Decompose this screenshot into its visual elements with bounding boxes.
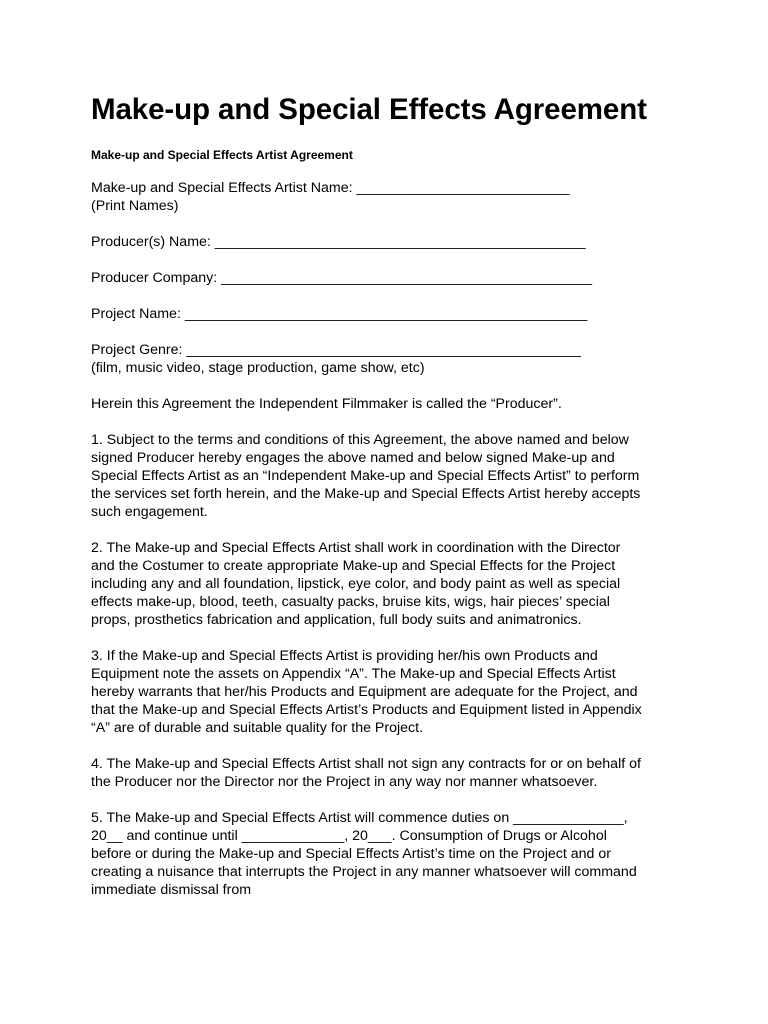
paragraph-line: before or during the Make-up and Special Effects Artist’s time on the Project and or bbox=[91, 846, 611, 862]
paragraph-line: hereby warrants that her/his Products and Equipment are adequate for the Project, and bbox=[91, 684, 638, 700]
paragraph-line: the Producer nor the Director nor the Project in any way nor manner whatsoever. bbox=[91, 774, 598, 790]
paragraph-clause-2 bbox=[91, 539, 691, 629]
field-hint: (Print Names) bbox=[91, 198, 179, 214]
paragraph-line: the services set forth herein, and the Make-up and Special Effects Artist hereby accepts bbox=[91, 486, 641, 502]
paragraph-line: 3. If the Make-up and Special Effects Artist is providing her/his own Products and bbox=[91, 648, 598, 664]
field-producer-name bbox=[91, 233, 691, 251]
paragraph-line: 20__ and continue until _____________, 20___. Consumption of Drugs or Alcohol bbox=[91, 828, 607, 844]
document-title: Make-up and Special Effects Agreement bbox=[91, 93, 647, 126]
paragraph-line: Special Effects Artist as an “Independent Make-up and Special Effects Artist” to perform bbox=[91, 468, 640, 484]
paragraph-line: creating a nuisance that interrupts the Project in any manner whatsoever will command bbox=[91, 864, 637, 880]
field-hint: (film, music video, stage production, game show, etc) bbox=[91, 360, 425, 376]
paragraph-line: and the Costumer to create appropriate Make-up and Special Effects for the Project bbox=[91, 558, 616, 574]
paragraph-clause-5 bbox=[91, 809, 691, 899]
document-page bbox=[91, 92, 691, 899]
paragraph-line: including any and all foundation, lipstick, eye color, and body paint as well as special bbox=[91, 576, 621, 592]
paragraph-line: Herein this Agreement the Independent Filmmaker is called the “Producer”. bbox=[91, 396, 562, 412]
field-label-line: Producer Company: _______________________________________________ bbox=[91, 270, 592, 286]
paragraph-line: props, prosthetics fabrication and application, full body suits and animatronics. bbox=[91, 612, 582, 628]
paragraph-line: 2. The Make-up and Special Effects Artist shall work in coordination with the Director bbox=[91, 540, 621, 556]
paragraph-line: 5. The Make-up and Special Effects Artist will commence duties on ______________, bbox=[91, 810, 628, 826]
paragraph-line: 1. Subject to the terms and conditions of this Agreement, the above named and below bbox=[91, 432, 629, 448]
paragraph-line: that the Make-up and Special Effects Artist’s Products and Equipment listed in Appendix bbox=[91, 702, 642, 718]
field-label-line: Project Name: ___________________________________________________ bbox=[91, 306, 588, 322]
paragraph-line: Equipment note the assets on Appendix “A”. The Make-up and Special Effects Artist bbox=[91, 666, 616, 682]
paragraph-line: effects make-up, blood, teeth, casualty packs, bruise kits, wigs, hair pieces’ special bbox=[91, 594, 610, 610]
field-project-name bbox=[91, 305, 691, 323]
paragraph-line: signed Producer hereby engages the above named and below signed Make-up and bbox=[91, 450, 615, 466]
paragraph-line: “A” are of durable and suitable quality for the Project. bbox=[91, 720, 424, 736]
field-label-line: Project Genre: __________________________________________________ bbox=[91, 342, 581, 358]
paragraph-clause-3 bbox=[91, 647, 691, 737]
document-subtitle: Make-up and Special Effects Artist Agreement bbox=[91, 148, 353, 162]
field-artist-name bbox=[91, 179, 691, 215]
paragraph-clause-4 bbox=[91, 755, 691, 791]
paragraph-line: 4. The Make-up and Special Effects Artist shall not sign any contracts for or on behalf of bbox=[91, 756, 641, 772]
field-project-genre bbox=[91, 341, 691, 377]
paragraph-line: immediate dismissal from bbox=[91, 882, 252, 898]
field-producer-company bbox=[91, 269, 691, 287]
paragraph-definitions bbox=[91, 395, 691, 413]
field-label-line: Producer(s) Name: _______________________________________________ bbox=[91, 234, 586, 250]
field-label-line: Make-up and Special Effects Artist Name: ___________________________ bbox=[91, 180, 570, 196]
paragraph-clause-1 bbox=[91, 431, 691, 521]
paragraph-line: such engagement. bbox=[91, 504, 208, 520]
